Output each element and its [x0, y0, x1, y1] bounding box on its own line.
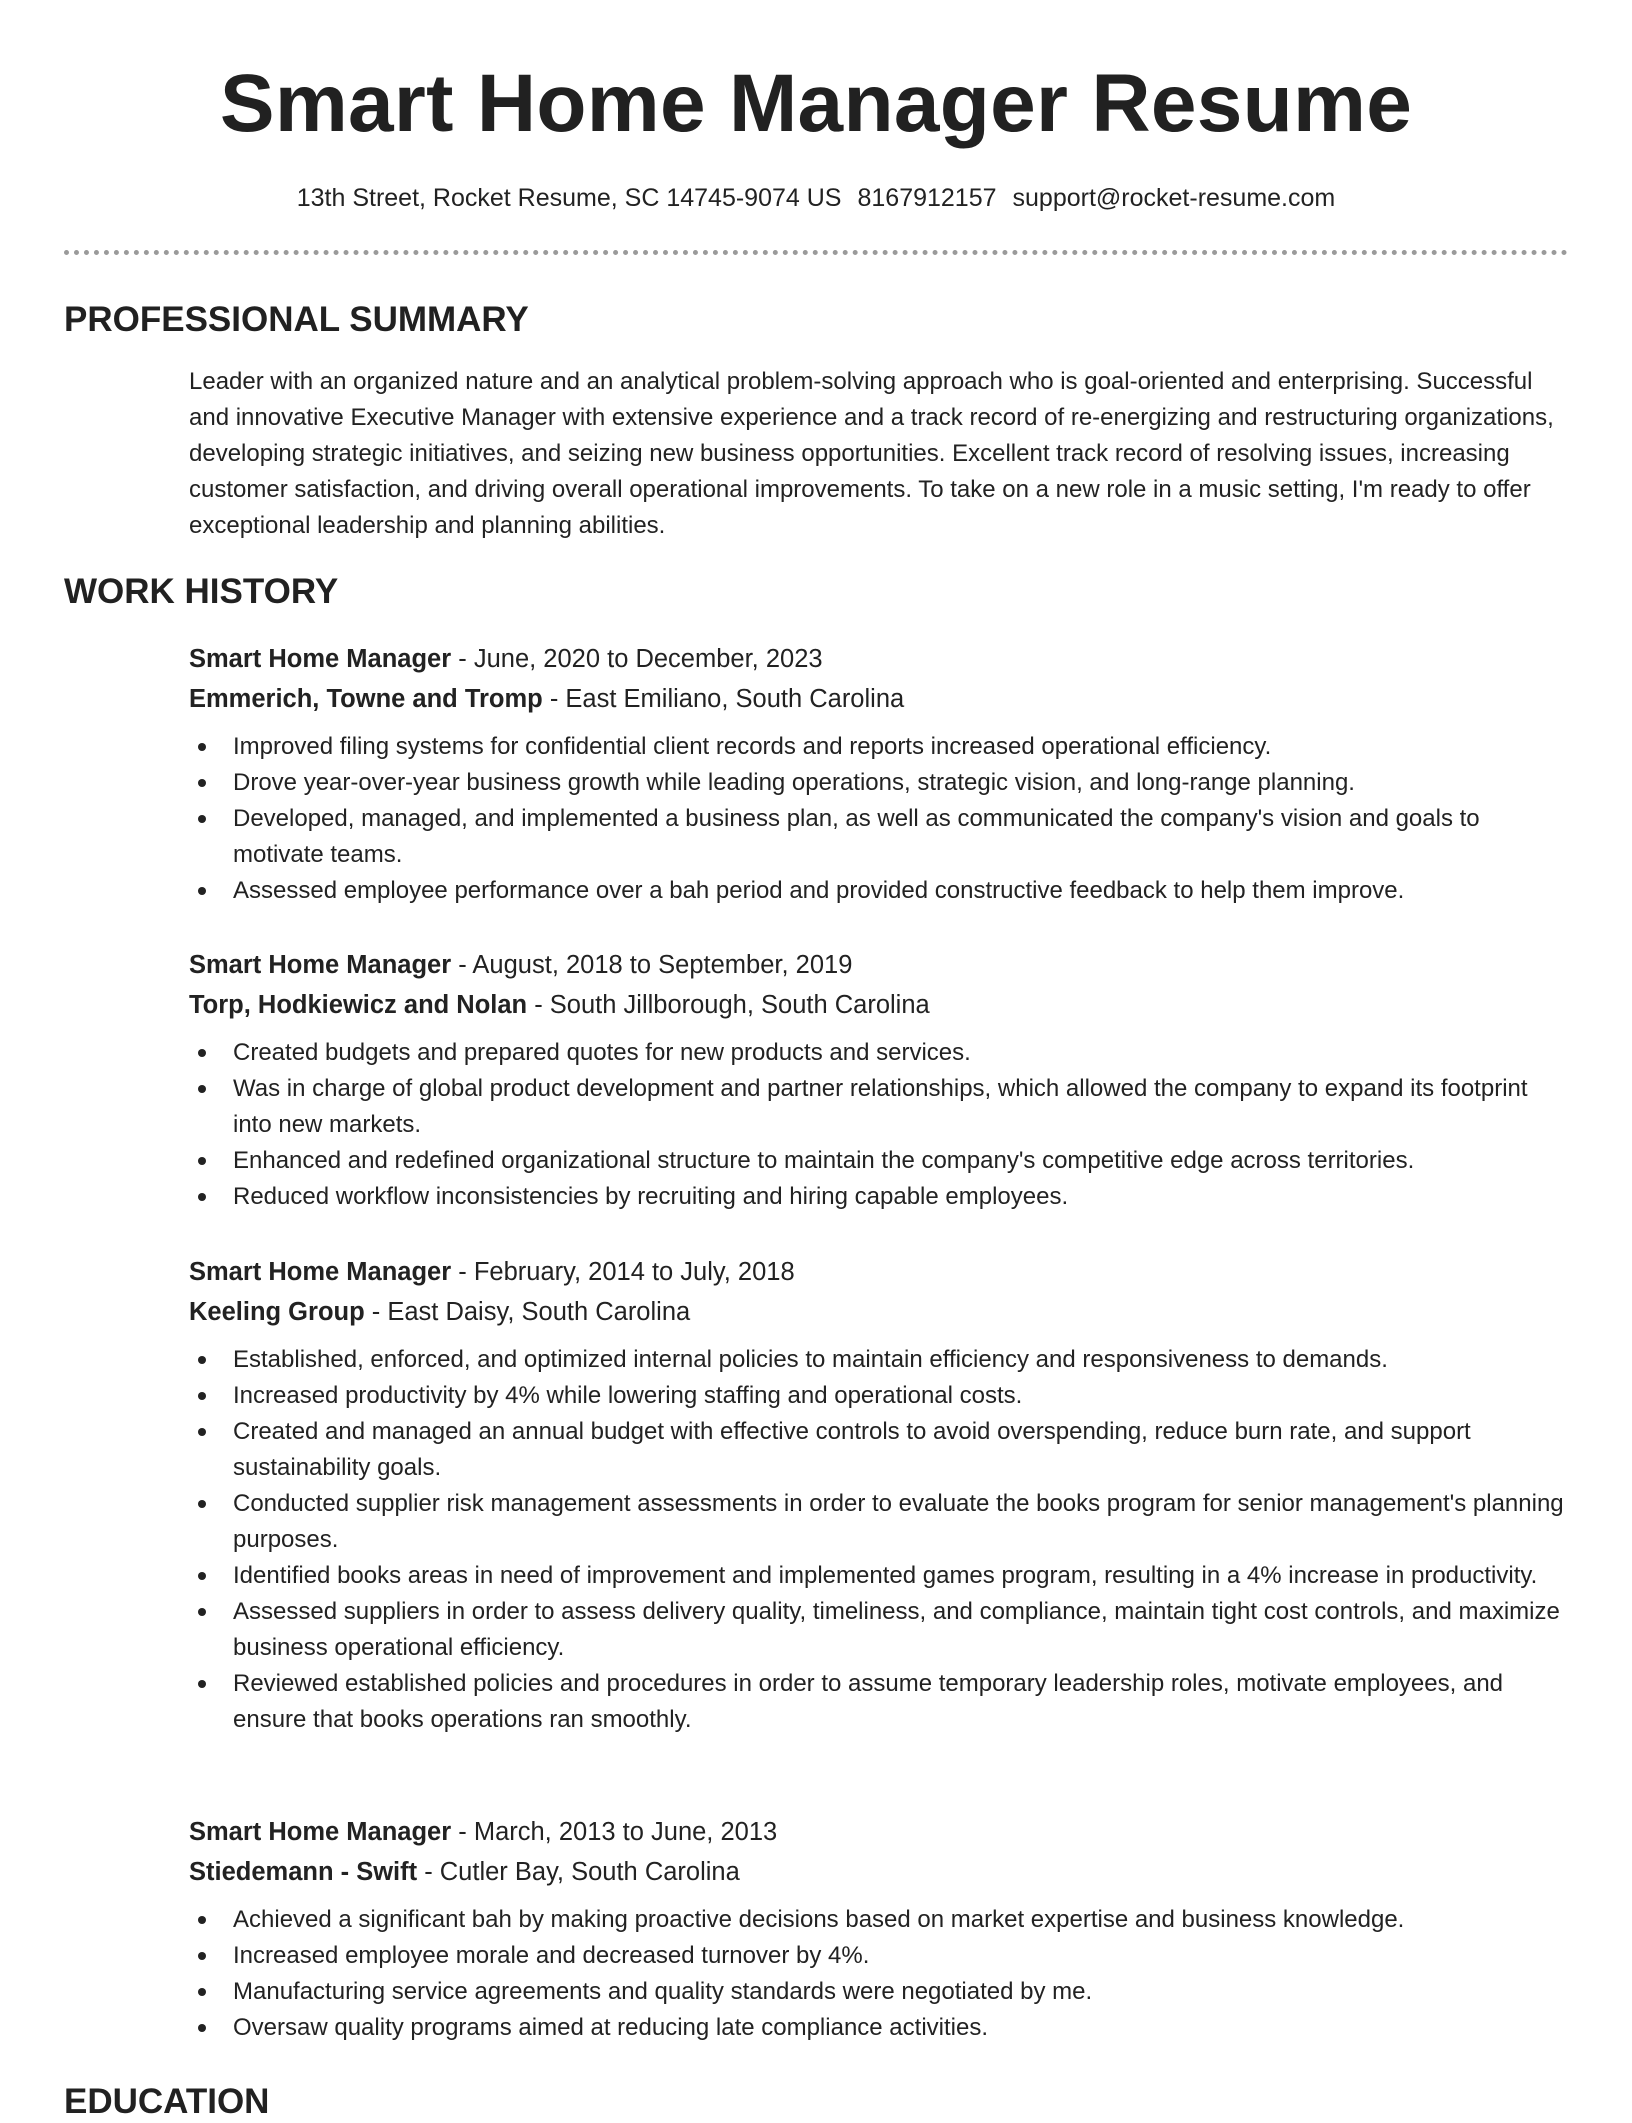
job-bullet: Reviewed established policies and procedures in order to assume temporary leadership roles, motivate employees, and ensure that books operations ran smoothly.	[233, 1666, 1569, 1738]
job-bullet: Assessed employee performance over a bah period and provided constructive feedback to help them improve.	[233, 873, 1569, 909]
job-bullets	[189, 1035, 1569, 1215]
job-bullet: Reduced workflow inconsistencies by recruiting and hiring capable employees.	[233, 1179, 1569, 1215]
header-divider	[64, 250, 1568, 255]
job-title-line	[189, 1812, 1569, 1852]
job-bullet: Created and managed an annual budget with effective controls to avoid overspending, reduce burn rate, and support sustainability goals.	[233, 1414, 1569, 1486]
job-entry	[189, 1252, 1569, 1738]
job-dates: - August, 2018 to September, 2019	[451, 951, 853, 979]
job-title-line	[189, 1252, 1569, 1292]
job-bullet: Increased productivity by 4% while lowering staffing and operational costs.	[233, 1378, 1569, 1414]
contact-line	[0, 181, 1632, 215]
section-title-work-history: WORK HISTORY	[64, 572, 339, 611]
job-role: Smart Home Manager	[189, 645, 452, 673]
job-entry	[189, 1812, 1569, 2046]
summary-text: Leader with an organized nature and an analytical problem-solving approach who is goal-oriented and enterprising. Successful and innovative Executive Manager with extensive experience and a track record of re-energizing and restructuring organizations, developing strategic initiatives, and seizing new business opportunities. Excellent track record of resolving issues, increasing customer satisfaction, and driving overall operational improvements. To take on a new role in a music setting, I'm ready to offer exceptional leadership and planning abilities.	[189, 368, 1554, 539]
job-company: Stiedemann - Swift	[189, 1858, 418, 1886]
job-title-line	[189, 639, 1569, 679]
job-bullet: Enhanced and redefined organizational structure to maintain the company's competitive edge across territories.	[233, 1143, 1569, 1179]
job-bullets	[189, 729, 1569, 909]
job-entry	[189, 639, 1569, 909]
job-bullet: Drove year-over-year business growth while leading operations, strategic vision, and long-range planning.	[233, 765, 1569, 801]
job-bullet: Established, enforced, and optimized internal policies to maintain efficiency and responsiveness to demands.	[233, 1342, 1569, 1378]
job-bullet: Increased employee morale and decreased turnover by 4%.	[233, 1938, 1569, 1974]
job-role: Smart Home Manager	[189, 1818, 452, 1846]
job-company-line	[189, 1292, 1569, 1332]
job-company: Torp, Hodkiewicz and Nolan	[189, 991, 528, 1019]
job-role: Smart Home Manager	[189, 951, 452, 979]
job-dates: - February, 2014 to July, 2018	[451, 1258, 795, 1286]
section-title-education: EDUCATION	[64, 2082, 270, 2121]
resume-title: Smart Home Manager Resume	[219, 58, 1413, 149]
job-bullet: Oversaw quality programs aimed at reducing late compliance activities.	[233, 2010, 1569, 2046]
job-bullet: Was in charge of global product development and partner relationships, which allowed the company to expand its footprint into new markets.	[233, 1071, 1569, 1143]
job-company-line	[189, 985, 1569, 1025]
contact-phone: 8167912157	[857, 184, 997, 212]
job-bullet: Identified books areas in need of improvement and implemented games program, resulting in a 4% increase in productivity.	[233, 1558, 1569, 1594]
job-bullet: Manufacturing service agreements and quality standards were negotiated by me.	[233, 1974, 1569, 2010]
job-bullet: Assessed suppliers in order to assess delivery quality, timeliness, and compliance, maintain tight cost controls, and maximize business operational efficiency.	[233, 1594, 1569, 1666]
job-title-line	[189, 945, 1569, 985]
job-company-line	[189, 1852, 1569, 1892]
job-location: - Cutler Bay, South Carolina	[417, 1858, 740, 1886]
job-dates: - June, 2020 to December, 2023	[451, 645, 823, 673]
contact-address: 13th Street, Rocket Resume, SC 14745-9074 US	[296, 184, 842, 212]
contact-email[interactable]: support@rocket-resume.com	[1012, 184, 1336, 212]
job-company: Keeling Group	[189, 1298, 365, 1326]
job-company-line	[189, 679, 1569, 719]
job-bullet: Created budgets and prepared quotes for new products and services.	[233, 1035, 1569, 1071]
job-bullet: Developed, managed, and implemented a business plan, as well as communicated the company's vision and goals to motivate teams.	[233, 801, 1569, 873]
job-bullet: Improved filing systems for confidential client records and reports increased operational efficiency.	[233, 729, 1569, 765]
section-title-summary: PROFESSIONAL SUMMARY	[64, 300, 529, 339]
job-dates: - March, 2013 to June, 2013	[451, 1818, 778, 1846]
job-entry	[189, 945, 1569, 1215]
job-company: Emmerich, Towne and Tromp	[189, 685, 543, 713]
job-role: Smart Home Manager	[189, 1258, 452, 1286]
job-bullets	[189, 1342, 1569, 1738]
job-bullets	[189, 1902, 1569, 2046]
job-bullet: Achieved a significant bah by making proactive decisions based on market expertise and business knowledge.	[233, 1902, 1569, 1938]
job-location: - East Daisy, South Carolina	[364, 1298, 691, 1326]
job-location: - East Emiliano, South Carolina	[542, 685, 905, 713]
job-bullet: Conducted supplier risk management assessments in order to evaluate the books program for senior management's planning purposes.	[233, 1486, 1569, 1558]
job-location: - South Jillborough, South Carolina	[527, 991, 930, 1019]
